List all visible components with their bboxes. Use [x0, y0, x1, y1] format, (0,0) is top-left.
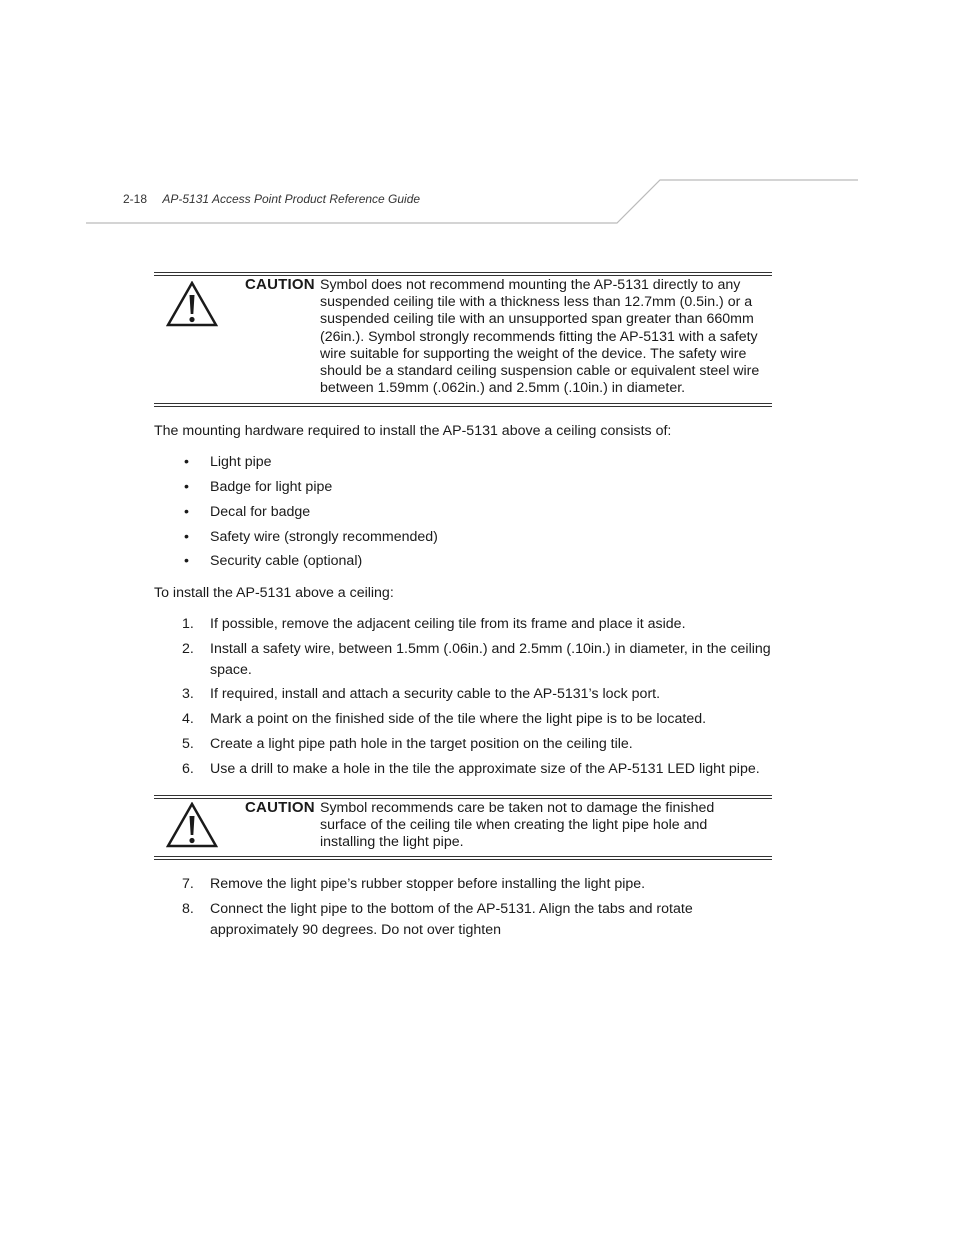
list-item-text: Safety wire (strongly recommended)	[210, 529, 438, 545]
intro-paragraph: The mounting hardware required to install the AP-5131 above a ceiling consists of:	[154, 423, 672, 439]
step-text: Connect the light pipe to the bottom of the AP-5131. Align the tabs and rotate approximately 90 degrees. Do not over tighten	[210, 901, 693, 938]
caution-text: Symbol recommends care be taken not to damage the finished surface of the ceiling tile when creating the light pipe hole and installing the light pipe.	[320, 800, 715, 851]
warning-triangle-icon	[166, 802, 218, 848]
bullet-dot: •	[184, 504, 189, 520]
install-intro: To install the AP-5131 above a ceiling:	[154, 585, 394, 601]
step-text: Mark a point on the finished side of the tile where the light pipe is to be located.	[210, 711, 707, 727]
list-item-text: Security cable (optional)	[210, 553, 363, 569]
step-number: 7.	[182, 876, 194, 892]
caution-bottom-rule	[154, 856, 772, 860]
bullet-dot: •	[184, 553, 189, 569]
step-number: 4.	[182, 711, 194, 727]
step-number: 3.	[182, 686, 194, 702]
list-item-text: Decal for badge	[210, 504, 311, 520]
step-number: 5.	[182, 736, 194, 752]
step-number: 8.	[182, 901, 194, 917]
guide-title: AP-5131 Access Point Product Reference Guide	[162, 192, 421, 206]
warning-triangle-icon	[166, 281, 218, 327]
caution-label: CAUTION	[245, 276, 315, 293]
step-text: Use a drill to make a hole in the tile the approximate size of the AP-5131 LED light pipe.	[210, 761, 760, 777]
step-text: If possible, remove the adjacent ceiling tile from its frame and place it aside.	[210, 616, 686, 632]
step-text: Remove the light pipe’s rubber stopper before installing the light pipe.	[210, 876, 646, 892]
step-number: 6.	[182, 761, 194, 777]
caution-box-1	[154, 272, 772, 409]
running-header	[123, 192, 420, 206]
step-number: 1.	[182, 616, 194, 632]
caution-box-2	[154, 795, 772, 862]
bullet-dot: •	[184, 454, 189, 470]
caution-bottom-rule	[154, 403, 772, 407]
page-number: 2-18	[123, 192, 148, 206]
step-number: 2.	[182, 641, 194, 657]
bullet-dot: •	[184, 529, 189, 545]
caution-label: CAUTION	[245, 799, 315, 816]
list-item-text: Badge for light pipe	[210, 479, 333, 495]
step-text: Create a light pipe path hole in the target position on the ceiling tile.	[210, 736, 633, 752]
bullet-dot: •	[184, 479, 189, 495]
step-text: Install a safety wire, between 1.5mm (.06in.) and 2.5mm (.10in.) in diameter, in the ceiling space.	[210, 641, 771, 678]
list-item-text: Light pipe	[210, 454, 272, 470]
step-text: If required, install and attach a security cable to the AP-5131’s lock port.	[210, 686, 661, 702]
caution-text: Symbol does not recommend mounting the AP-5131 directly to any suspended ceiling tile with a thickness less than 12.7mm (0.5in.) or a suspended ceiling tile with an unsupported span greater than 660mm (26in.). Symbol strongly recommends fitting the AP-5131 with a safety wire suitable for supporting the weight of the device. The safety wire should be a standard ceiling suspension cable or equivalent steel wire between 1.59mm (.062in.) and 2.5mm (.10in.) in diameter.	[320, 277, 760, 397]
